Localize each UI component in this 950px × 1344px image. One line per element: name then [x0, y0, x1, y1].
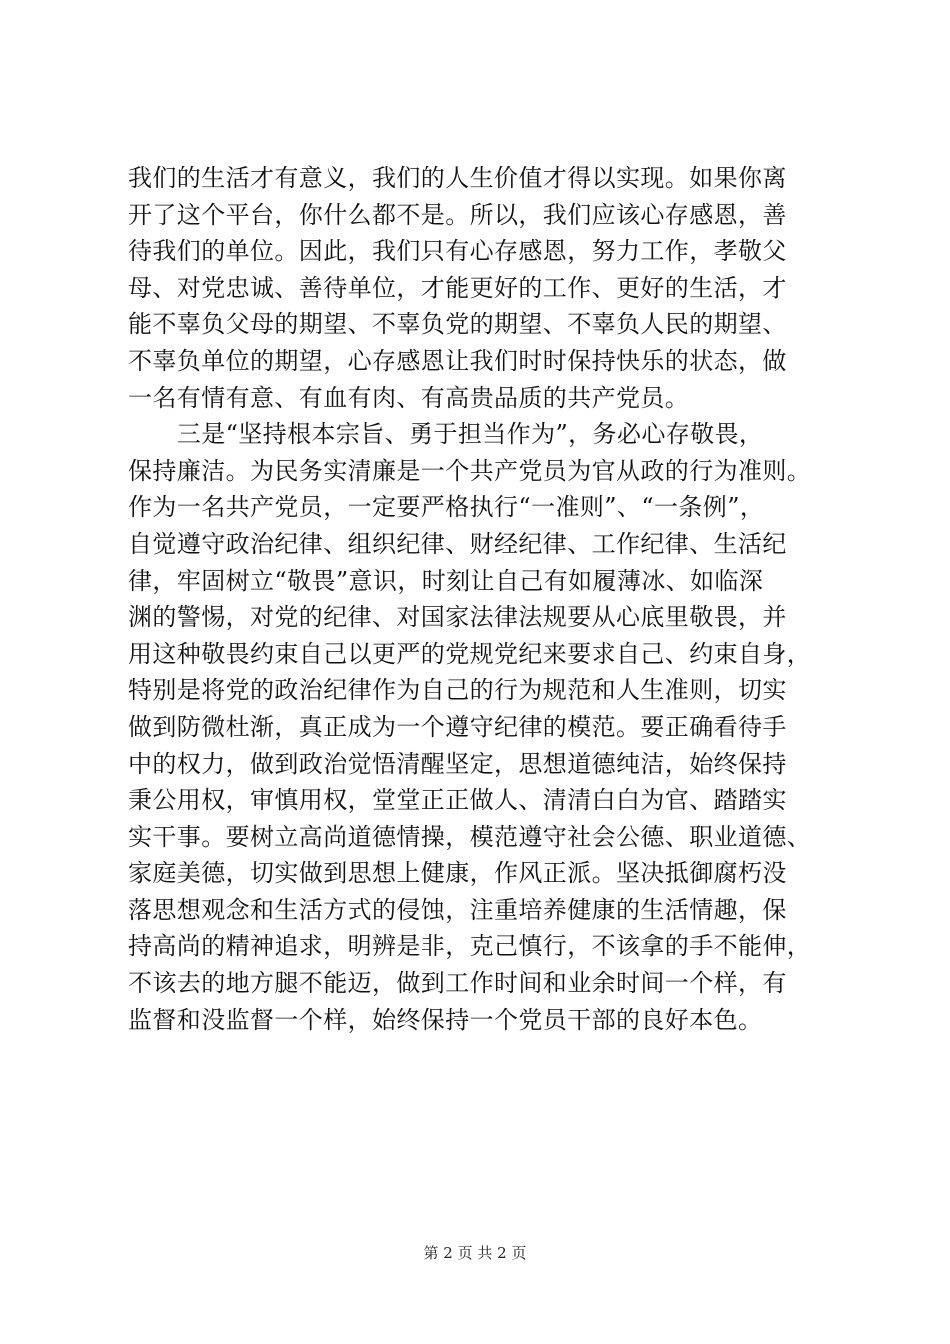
- text-line: 三是“坚持根本宗旨、勇于担当作为”，务必心存敬畏，: [128, 420, 764, 449]
- page-number-footer: 第 2 页 共 2 页: [423, 1244, 527, 1262]
- text-line: 用这种敬畏约束自己以更严的党规党纪来要求自己、约束自身，: [128, 639, 812, 668]
- text-line: 作为一名共产党员，一定要严格执行“一准则”、“一条例”，: [128, 493, 765, 522]
- body-text: [128, 160, 828, 1038]
- text-line: 开了这个平台，你什么都不是。所以，我们应该心存感恩，善: [128, 200, 787, 229]
- text-line: 不辜负单位的期望，心存感恩让我们时时保持快乐的状态，做: [128, 346, 787, 375]
- text-line: 持高尚的精神追求，明辨是非，克己慎行，不该拿的手不能伸，: [128, 932, 812, 961]
- text-line: 我们的生活才有意义，我们的人生价值才得以实现。如果你离: [128, 164, 787, 192]
- text-line: 保持廉洁。为民务实清廉是一个共产党员为官从政的行为准则。: [128, 456, 812, 485]
- text-line: 自觉遵守政治纪律、组织纪律、财经纪律、工作纪律、生活纪: [128, 529, 787, 558]
- text-line: 做到防微杜渐，真正成为一个遵守纪律的模范。要正确看待手: [128, 712, 787, 741]
- text-line: 待我们的单位。因此，我们只有心存感恩，努力工作，孝敬父: [128, 237, 787, 266]
- text-line: 渊的警惕，对党的纪律、对国家法律法规要从心底里敬畏，并: [128, 603, 787, 632]
- text-line: 律，牢固树立“敬畏”意识，时刻让自己有如履薄冰、如临深: [128, 566, 764, 595]
- text-line: 家庭美德，切实做到思想上健康，作风正派。坚决抵御腐朽没: [128, 859, 787, 888]
- text-line: 特别是将党的政治纪律作为自己的行为规范和人生准则，切实: [128, 676, 787, 705]
- text-line: 不该去的地方腿不能迈，做到工作时间和业余时间一个样，有: [128, 969, 787, 998]
- text-line: 实干事。要树立高尚道德情操，模范遵守社会公德、职业道德、: [128, 822, 812, 851]
- text-line: 落思想观念和生活方式的侵蚀，注重培养健康的生活情趣，保: [128, 895, 787, 924]
- text-line: 一名有情有意、有血有肉、有高贵品质的共产党员。: [128, 383, 690, 412]
- text-line: 母、对党忠诚、善待单位，才能更好的工作、更好的生活，才: [128, 273, 787, 302]
- text-line: 中的权力，做到政治觉悟清醒坚定，思想道德纯洁，始终保持: [128, 749, 787, 778]
- text-line: 监督和没监督一个样，始终保持一个党员干部的良好本色。: [128, 1005, 763, 1034]
- text-line: 能不辜负父母的期望、不辜负党的期望、不辜负人民的期望、: [128, 310, 787, 339]
- text-line: 秉公用权，审慎用权，堂堂正正做人、清清白白为官、踏踏实: [128, 786, 787, 815]
